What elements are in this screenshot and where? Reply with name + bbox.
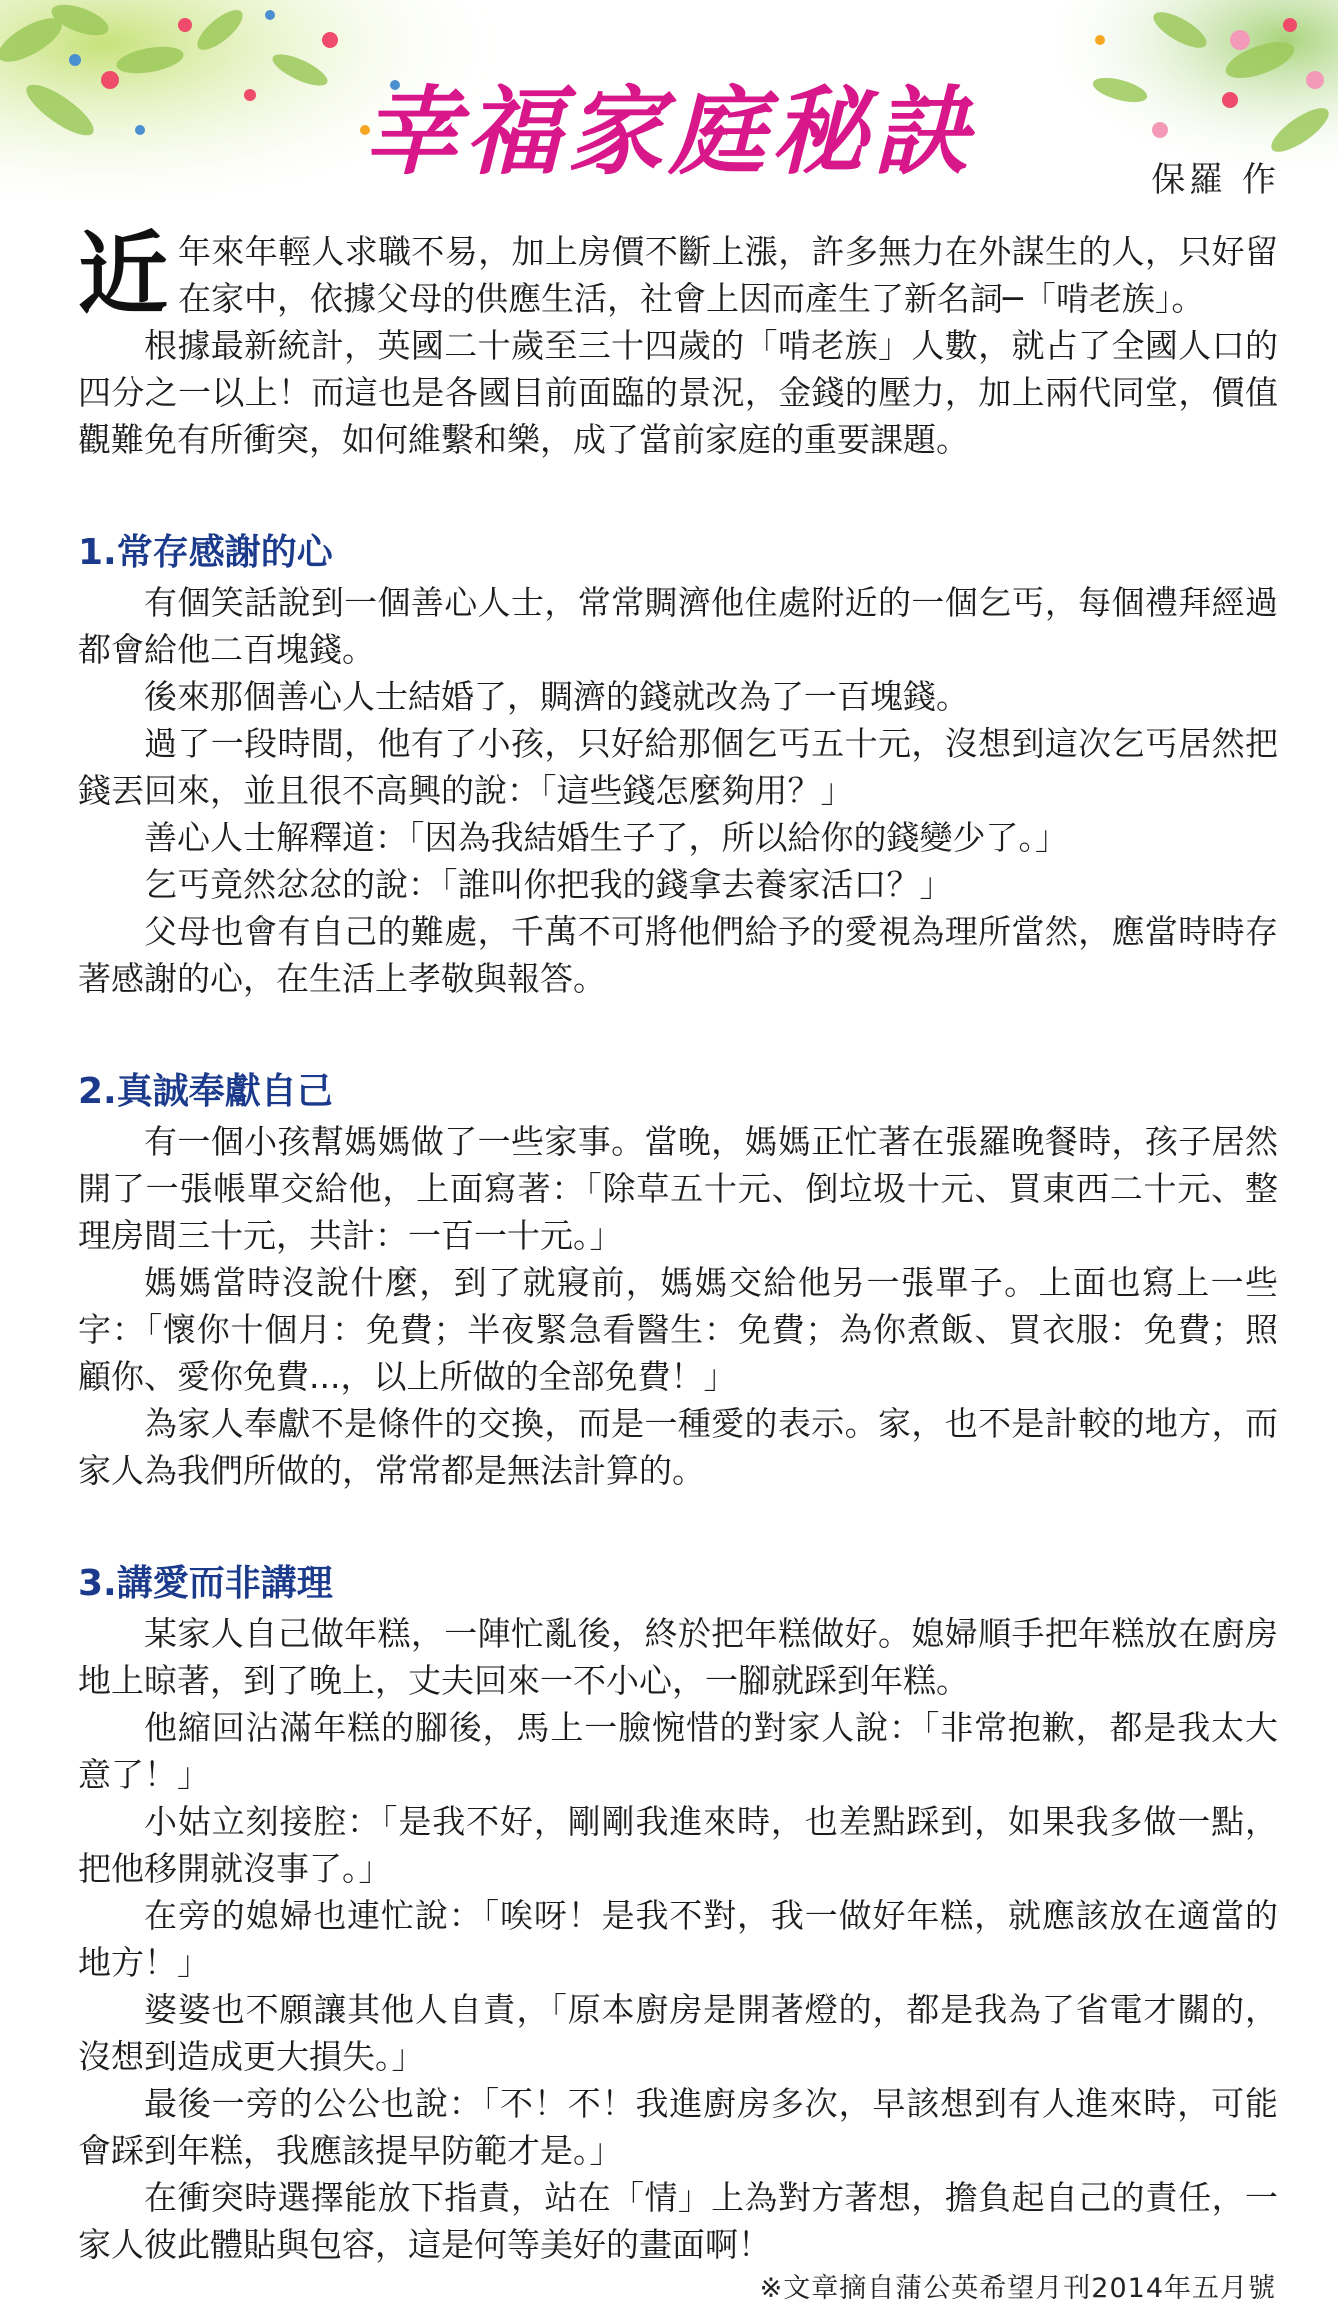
section-heading-love: 3.講愛而非講理 [78, 1563, 333, 1604]
section-heading-gratitude: 1.常存感謝的心 [78, 532, 333, 573]
article-title: 幸福家庭秘訣 [363, 75, 975, 188]
section-2-paragraph: 為家人奉獻不是條件的交換，而是一種愛的表示。家，也不是計較的地方，而家人為我們所做的，常常都是無法計算的。 [78, 1404, 1278, 1490]
section-heading-devotion: 2.真誠奉獻自己 [78, 1071, 333, 1112]
section-1-paragraph: 父母也會有自己的難處，千萬不可將他們給予的愛視為理所當然，應當時時存著感謝的心，在生活上孝敬與報答。 [78, 912, 1278, 998]
section-3-paragraph: 最後一旁的公公也說：「不！不！我進廚房多次，早該想到有人進來時，可能會踩到年糕，我應該提早防範才是。」 [78, 2084, 1278, 2170]
section-2-paragraph: 媽媽當時沒說什麼，到了就寢前，媽媽交給他另一張單子。上面也寫上一些字：「懷你十個月：免費；半夜緊急看醫生：免費；為你煮飯、買衣服：免費；照顧你、愛你免費...，以上所做的全部免費！」 [78, 1263, 1278, 1396]
section-3-paragraph: 在衝突時選擇能放下指責，站在「情」上為對方著想，擔負起自己的責任，一家人彼此體貼與包容，這是何等美好的畫面啊！ [78, 2178, 1278, 2264]
section-1-paragraph: 有個笑話說到一個善心人士，常常賙濟他住處附近的一個乞丐，每個禮拜經過都會給他二百塊錢。 [78, 583, 1278, 669]
intro-paragraph [78, 221, 1278, 327]
section-1-paragraph: 後來那個善心人士結婚了，賙濟的錢就改為了一百塊錢。 [144, 677, 969, 716]
intro-paragraph-2: 根據最新統計，英國二十歲至三十四歲的「啃老族」人數，就占了全國人口的四分之一以上！而這也是各國目前面臨的景況，金錢的壓力，加上兩代同堂，價值觀難免有所衝突，如何維繫和樂，成了當前家庭的重要課題。 [78, 326, 1278, 459]
section-3-paragraph: 小姑立刻接腔：「是我不好，剛剛我進來時，也差點踩到，如果我多做一點，把他移開就沒事了。」 [78, 1802, 1278, 1888]
section-1-paragraph: 過了一段時間，他有了小孩，只好給那個乞丐五十元，沒想到這次乞丐居然把錢丟回來，並且很不高興的說：「這些錢怎麼夠用？」 [78, 724, 1278, 810]
section-3-paragraph: 他縮回沾滿年糕的腳後，馬上一臉惋惜的對家人說：「非常抱歉，都是我太大意了！」 [78, 1708, 1278, 1794]
section-3-paragraph: 在旁的媳婦也連忙說：「唉呀！是我不對，我一做好年糕，就應該放在適當的地方！」 [78, 1896, 1278, 1982]
article-body [78, 221, 1278, 2268]
intro-text: 年來年輕人求職不易，加上房價不斷上漲，許多無力在外謀生的人，只好留在家中，依據父母的供應生活，社會上因而產生了新名詞─「啃老族」。 [178, 232, 1278, 318]
section-1-paragraph: 乞丐竟然忿忿的說：「誰叫你把我的錢拿去養家活口？」 [144, 865, 953, 904]
source-footnote: ※文章摘自蒲公英希望月刊2014年五月號 [759, 2273, 1276, 2304]
section-1-paragraph: 善心人士解釋道：「因為我結婚生子了，所以給你的錢變少了。」 [144, 818, 1068, 857]
drop-cap: 近 [78, 221, 168, 327]
section-3-paragraph: 婆婆也不願讓其他人自責，「原本廚房是開著燈的，都是我為了省電才關的，沒想到造成更大損失。」 [78, 1990, 1278, 2076]
article-author: 保羅 作 [1151, 160, 1280, 200]
section-3-paragraph: 某家人自己做年糕，一陣忙亂後，終於把年糕做好。媳婦順手把年糕放在廚房地上晾著，到了晚上，丈夫回來一不小心，一腳就踩到年糕。 [78, 1614, 1278, 1700]
section-2-paragraph: 有一個小孩幫媽媽做了一些家事。當晚，媽媽正忙著在張羅晚餐時，孩子居然開了一張帳單交給他，上面寫著：「除草五十元、倒垃圾十元、買東西二十元、整理房間三十元，共計：一百一十元。」 [78, 1122, 1278, 1255]
